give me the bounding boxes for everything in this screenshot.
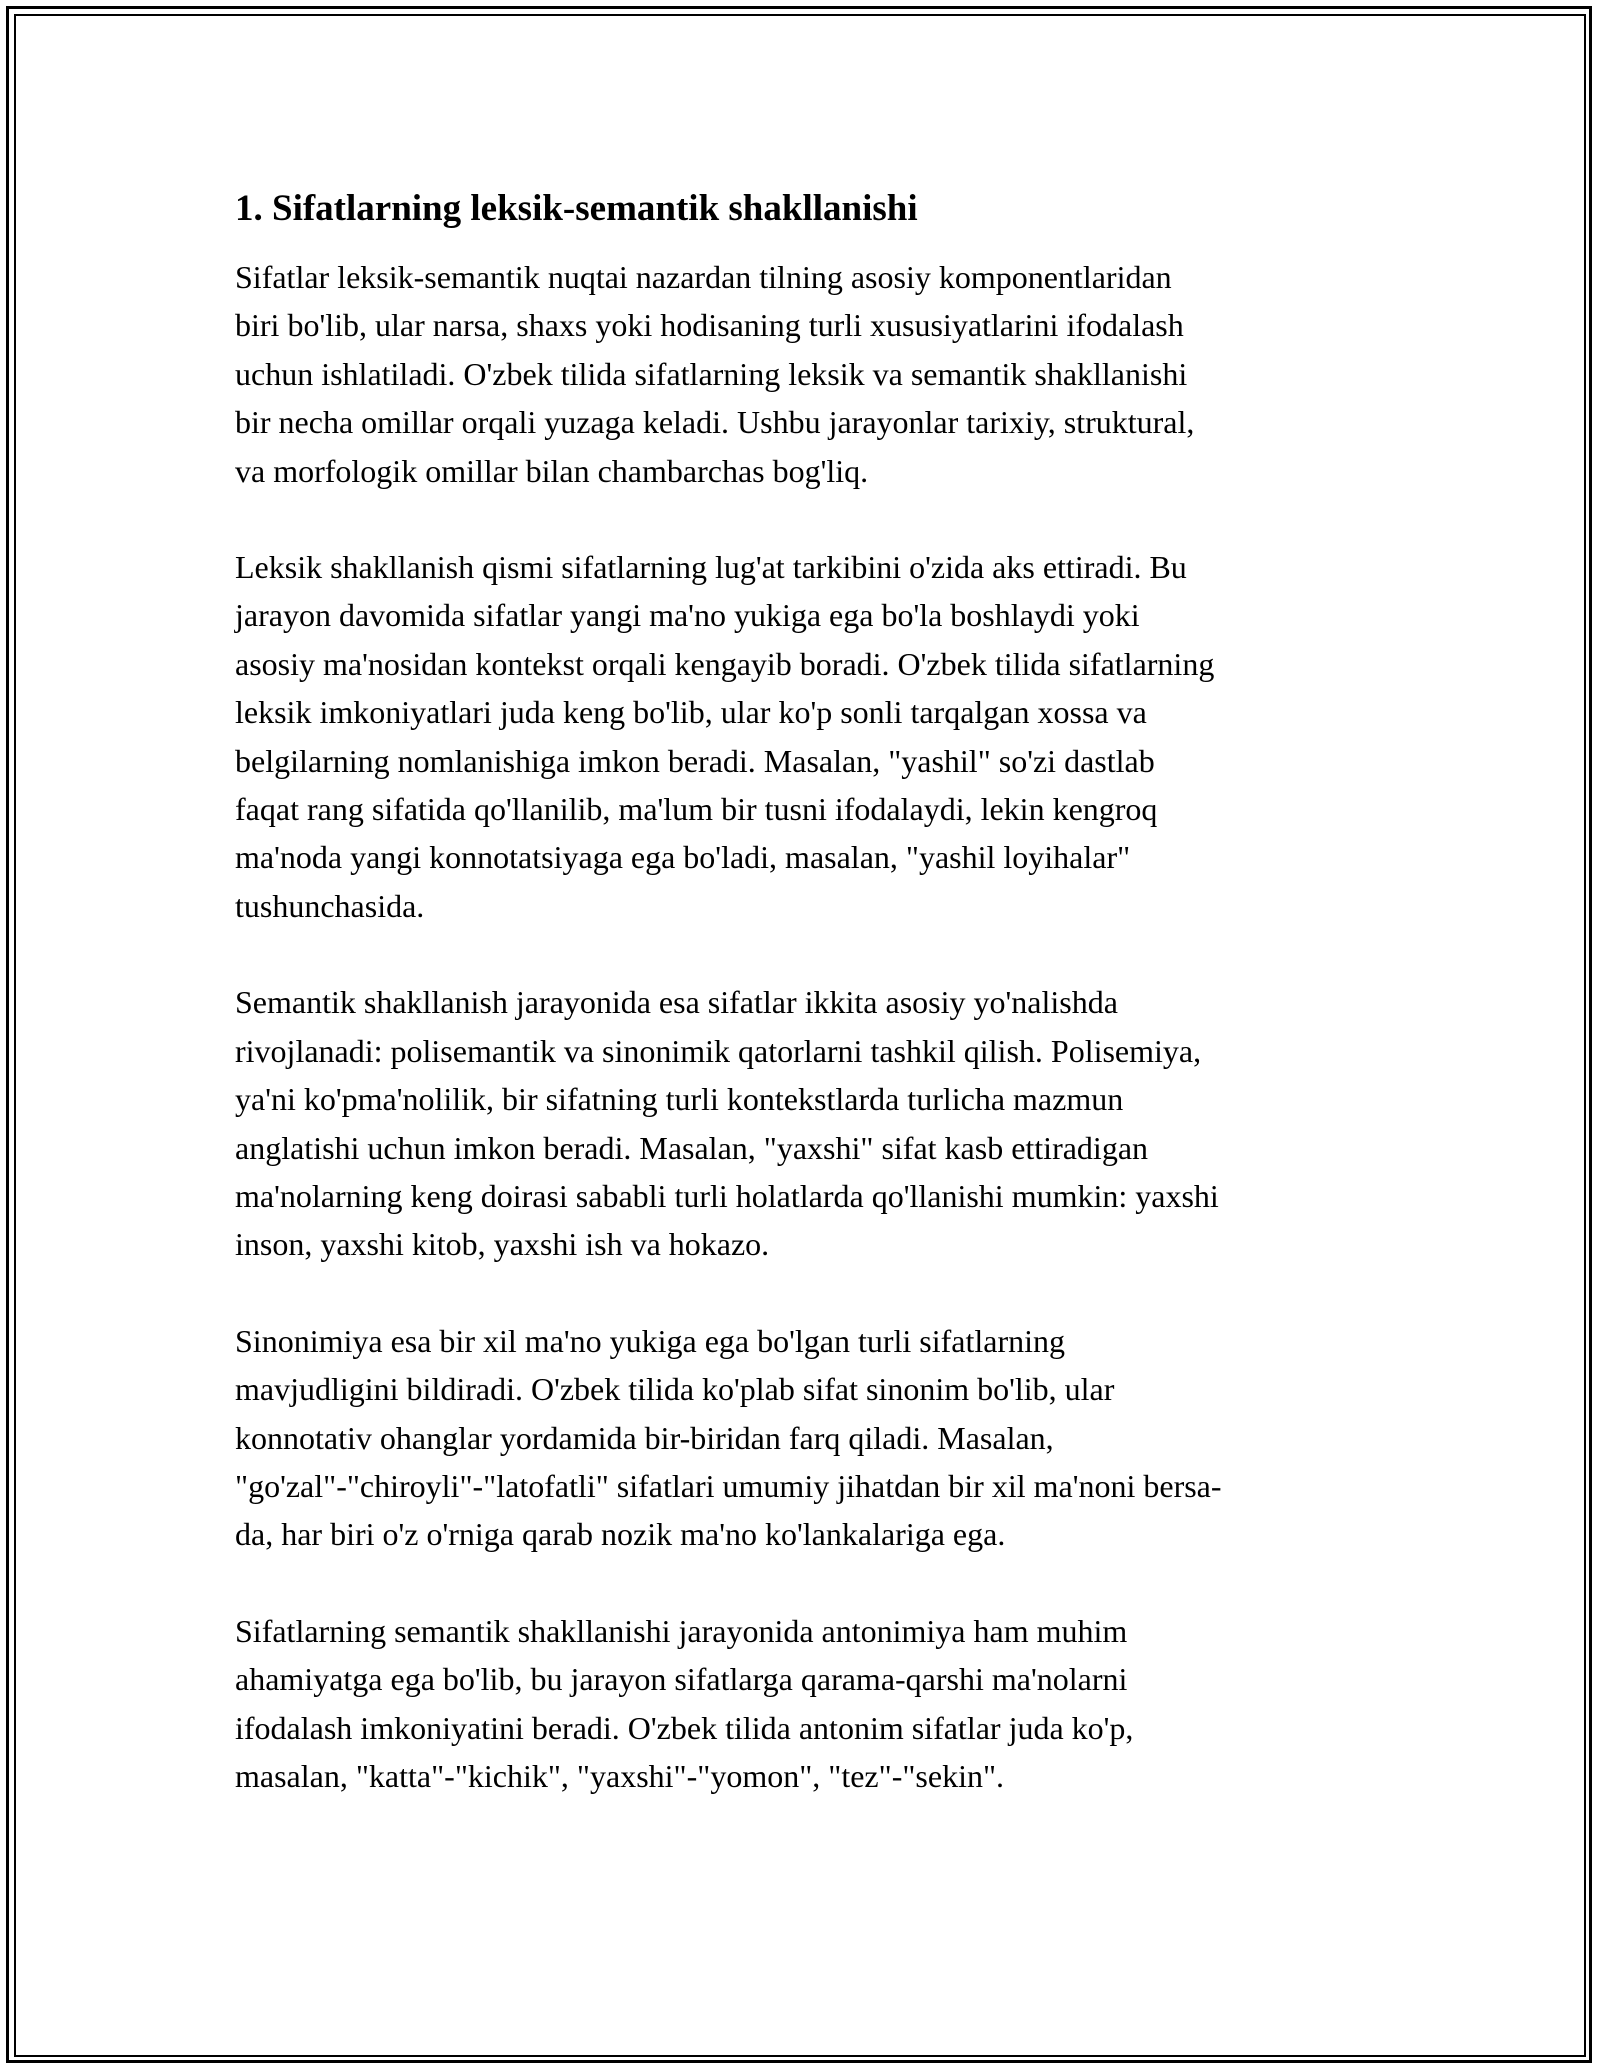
text-line: ahamiyatga ega bo'lib, bu jarayon sifatlarga qarama-qarshi ma'nolarni xyxy=(235,1661,1128,1698)
text-line: mavjudligini bildiradi. O'zbek tilida ko'plab sifat sinonim bo'lib, ular xyxy=(235,1371,1115,1408)
text-line: asosiy ma'nosidan kontekst orqali kengayib boradi. O'zbek tilida sifatlarning xyxy=(235,645,1215,682)
text-line: faqat rang sifatida qo'llanilib, ma'lum bir tusni ifodalaydi, lekin kengroq xyxy=(235,791,1158,828)
paragraph-semantic xyxy=(235,978,1370,1268)
text-line: inson, yaxshi kitob, yaxshi ish va hokazo. xyxy=(235,1226,770,1263)
paragraph-lexical xyxy=(235,543,1370,930)
text-line: Leksik shakllanish qismi sifatlarning lug'at tarkibini o'zida aks ettiradi. Bu xyxy=(235,549,1187,586)
text-line: Sinonimiya esa bir xil ma'no yukiga ega bo'lgan turli sifatlarning xyxy=(235,1322,1066,1359)
text-line: rivojlanadi: polisemantik va sinonimik qatorlarni tashkil qilish. Polisemiya, xyxy=(235,1032,1202,1069)
document-body xyxy=(235,185,1370,1848)
text-line: konnotativ ohanglar yordamida bir-biridan farq qiladi. Masalan, xyxy=(235,1419,1054,1456)
paragraph-intro xyxy=(235,253,1370,495)
text-line: Sifatlar leksik-semantik nuqtai nazardan tilning asosiy komponentlaridan xyxy=(235,259,1172,295)
section-heading: 1. Sifatlarning leksik-semantik shakllanishi xyxy=(235,188,918,229)
text-line: da, har biri o'z o'rniga qarab nozik ma'no ko'lankalariga ega. xyxy=(235,1516,1006,1553)
text-line: ma'noda yangi konnotatsiyaga ega bo'ladi, masalan, "yashil loyihalar" xyxy=(235,839,1131,876)
text-line: Semantik shakllanish jarayonida esa sifatlar ikkita asosiy yo'nalishda xyxy=(235,984,1118,1021)
text-line: tushunchasida. xyxy=(235,887,425,924)
text-line: ma'nolarning keng doirasi sababli turli holatlarda qo'llanishi mumkin: yaxshi xyxy=(235,1177,1219,1214)
text-line: va morfologik omillar bilan chambarchas bog'liq. xyxy=(235,452,869,489)
paragraph-synonymy xyxy=(235,1317,1370,1559)
paragraph-antonymy xyxy=(235,1607,1370,1801)
text-line: belgilarning nomlanishiga imkon beradi. Masalan, "yashil" so'zi dastlab xyxy=(235,742,1155,779)
text-line: jarayon davomida sifatlar yangi ma'no yukiga ega bo'la boshlaydi yoki xyxy=(235,597,1140,634)
text-line: anglatishi uchun imkon beradi. Masalan, "yaxshi" sifat kasb ettiradigan xyxy=(235,1129,1149,1166)
text-line: uchun ishlatiladi. O'zbek tilida sifatlarning leksik va semantik shakllanishi xyxy=(235,355,1188,392)
text-line: ifodalash imkoniyatini beradi. O'zbek tilida antonim sifatlar juda ko'p, xyxy=(235,1709,1134,1746)
text-line: biri bo'lib, ular narsa, shaxs yoki hodisaning turli xususiyatlarini ifodalash xyxy=(235,307,1184,344)
text-line: masalan, "katta"-"kichik", "yaxshi"-"yomon", "tez"-"sekin". xyxy=(235,1757,1005,1794)
text-line: leksik imkoniyatlari juda keng bo'lib, ular ko'p sonli tarqalgan xossa va xyxy=(235,694,1147,731)
text-line: bir necha omillar orqali yuzaga keladi. Ushbu jarayonlar tarixiy, struktural, xyxy=(235,404,1195,441)
text-line: Sifatlarning semantik shakllanishi jarayonida antonimiya ham muhim xyxy=(235,1612,1128,1649)
text-line: "go'zal"-"chiroyli"-"latofatli" sifatlari umumiy jihatdan bir xil ma'noni bersa- xyxy=(235,1467,1222,1504)
text-line: ya'ni ko'pma'nolilik, bir sifatning turli kontekstlarda turlicha mazmun xyxy=(235,1081,1124,1118)
